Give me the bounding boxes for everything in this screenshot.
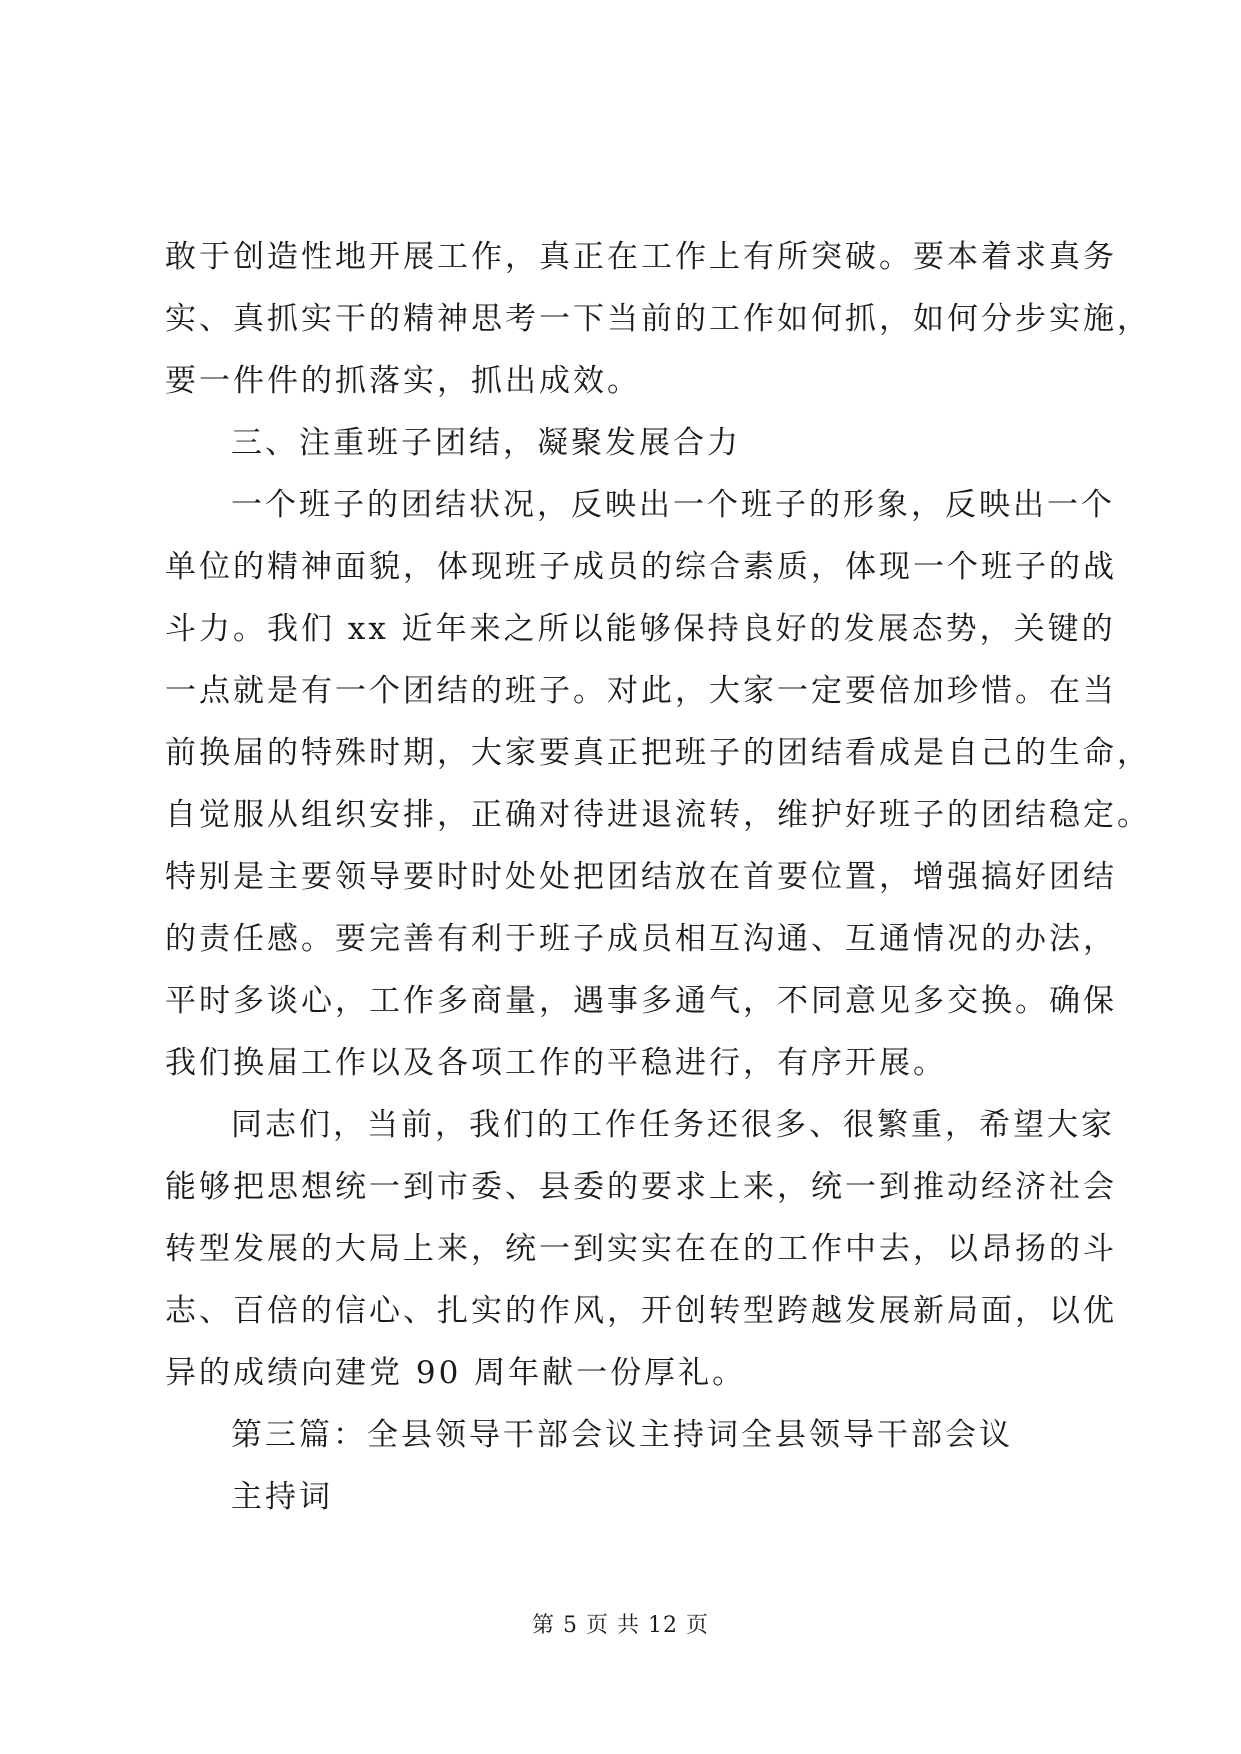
text-line: 实、真抓实干的精神思考一下当前的工作如何抓，如何分步实施， [165,301,1151,337]
text-line: 平时多谈心，工作多商量，遇事多通气，不同意见多交换。确保 [165,983,1117,1019]
text-line: 一个班子的团结状况，反映出一个班子的形象，反映出一个 [231,487,1115,523]
text-line: 敢于创造性地开展工作，真正在工作上有所突破。要本着求真务 [165,239,1117,275]
text-line: 要一件件的抓落实，抓出成效。 [165,363,641,399]
text-line: 志、百倍的信心、扎实的作风，开创转型跨越发展新局面，以优 [165,1293,1117,1329]
text-line: 斗力。我们 xx 近年来之所以能够保持良好的发展态势，关键的 [165,611,1116,647]
text-line: 特别是主要领导要时时处处把团结放在首要位置，增强搞好团结 [165,859,1117,895]
text-line: 第三篇：全县领导干部会议主持词全县领导干部会议 [231,1417,1013,1453]
text-line: 主持词 [231,1479,333,1515]
text-line: 能够把思想统一到市委、县委的要求上来，统一到推动经济社会 [165,1169,1117,1205]
text-line: 单位的精神面貌，体现班子成员的综合素质，体现一个班子的战 [165,549,1117,585]
text-line: 自觉服从组织安排，正确对待进退流转，维护好班子的团结稳定。 [165,797,1151,833]
text-line: 我们换届工作以及各项工作的平稳进行，有序开展。 [165,1045,947,1081]
text-line: 同志们，当前，我们的工作任务还很多、很繁重，希望大家 [231,1107,1115,1143]
page-footer: 第 5 页 共 12 页 [532,1613,709,1638]
text-line: 三、注重班子团结，凝聚发展合力 [231,425,741,461]
text-line: 异的成绩向建党 90 周年献一份厚礼。 [165,1355,747,1391]
text-line: 转型发展的大局上来，统一到实实在在的工作中去，以昂扬的斗 [165,1231,1117,1267]
text-line: 前换届的特殊时期，大家要真正把班子的团结看成是自己的生命， [165,735,1151,771]
text-line: 的责任感。要完善有利于班子成员相互沟通、互通情况的办法， [165,921,1117,957]
document-body [165,226,1151,1528]
text-line: 一点就是有一个团结的班子。对此，大家一定要倍加珍惜。在当 [165,673,1117,709]
